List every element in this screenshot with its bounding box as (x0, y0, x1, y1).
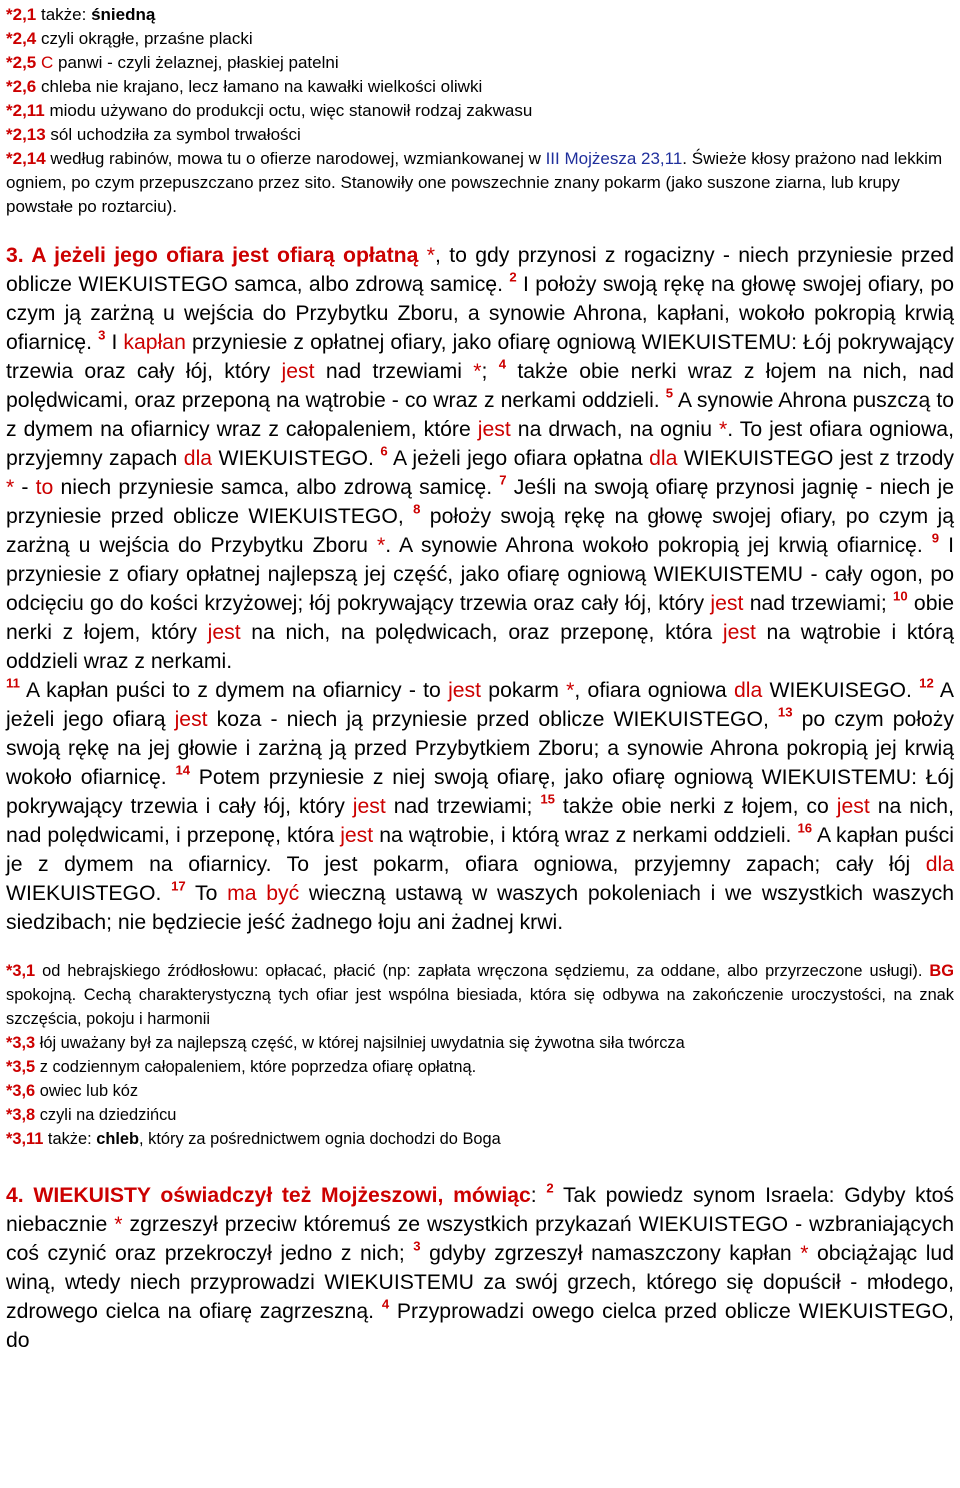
footnote-marker: * (719, 418, 728, 441)
text-run: to (35, 476, 54, 499)
footnote (6, 1127, 954, 1151)
text-run: A jeżeli jego ofiara opłatna (387, 447, 650, 470)
footnote (6, 1055, 954, 1079)
text-run: , to gdy przynosi z rogacizny - niech przyniesie przed oblicze WIEKUISTEGO samca, albo zdrową samicę. (6, 244, 954, 296)
footnote-marker: * (376, 534, 386, 557)
text-run: gdyby zgrzeszył namaszczony kapłan (420, 1242, 801, 1265)
text-run: jest (710, 592, 744, 615)
text-run: obciążając lud winą, wtedy niech przyprowadzi WIEKUISTEMU za swój grzech, którego się dopuścił - młodego, zdrowego cielca na ofiarę zagrzeszną. (6, 1242, 954, 1323)
footnote (6, 99, 954, 123)
text-run: ma być (227, 882, 300, 905)
footnote-marker: * (114, 1213, 123, 1236)
verse-number: 4 (498, 356, 507, 372)
text-run: jest (340, 824, 374, 847)
chapter-4-text (6, 1181, 954, 1355)
text-run: jest (352, 795, 386, 818)
footnote-key: *2,1 (6, 5, 37, 24)
verse-number: 9 (931, 530, 940, 546)
verse-number: 10 (893, 588, 908, 604)
footnote-text: z codziennym całopaleniem, które poprzedza ofiarę opłatną. (35, 1058, 477, 1076)
verse-number: 8 (413, 501, 421, 517)
footnote-text: . Świeże kłosy prażono nad lekkim ogniem, po czym przepuszczano przez sito. Stanowiły one powszechnie znany pokarm (jako suszone ziarna, lub krupy powstałe po roztarciu). (6, 149, 943, 216)
footnote-text: łój uważany był za najlepszą część, w której najsilniej uwydatnia się żywotna siła twórcza (35, 1034, 685, 1052)
footnote-text: III Mojżesza 23,11 (545, 149, 683, 168)
text-run: przyniesie z opłatnej ofiary, jako ofiarę ogniową WIEKUISTEMU: Łój pokrywający trzewia oraz cały łój, który (6, 331, 954, 383)
text-run: jest (207, 621, 241, 644)
text-run: Tak powiedz synom Israela: Gdyby ktoś niebacznie (6, 1184, 954, 1236)
text-run: ; (481, 360, 499, 383)
footnote-text: miodu używano do produkcji octu, więc stanowił rodzaj zakwasu (44, 101, 533, 120)
footnote-marker: * (426, 244, 435, 267)
footnote-marker: * (566, 679, 575, 702)
text-run: 4. WIEKUISTY oświadczył też Mojżeszowi, mówiąc (6, 1184, 531, 1207)
footnote-text: panwi - czyli żelaznej, płaskiej patelni (53, 53, 339, 72)
footnote-text: chleba nie krajano, lecz łamano na kawałki wielkości oliwki (36, 77, 483, 96)
text-run: : (530, 1184, 547, 1207)
footnote-text: owiec lub kóz (35, 1082, 139, 1100)
text-run: dla (649, 447, 678, 470)
verse-number: 16 (797, 820, 813, 836)
text-run: kapłan (123, 331, 186, 354)
text-run: . To jest ofiara ogniowa, przyjemny zapach (6, 418, 954, 470)
text-run: I położy swoją rękę na głowę swojej ofiary, po czym ją zarżną u wejścia do Przybytku Zboru, a synowie Ahrona, kapłani, wokoło pokropią krwią ofiarnicę. (6, 273, 954, 354)
text-run: To (185, 882, 228, 905)
verse-number: 4 (381, 1296, 390, 1312)
verse-number: 3 (413, 1238, 421, 1254)
text-run: I przyniesie z ofiary opłatnej najlepszą jej część, jako ofiarę ogniową WIEKUISTEMU - cały ogon, po odcięciu go do kości krzyżowej; łój pokrywający trzewia oraz cały łój, który (6, 534, 954, 615)
footnote-text: , który za pośrednictwem ognia dochodzi do Boga (139, 1130, 501, 1148)
footnote (6, 147, 954, 219)
footnote-key: *3,6 (6, 1082, 36, 1100)
footnote-text: także: (43, 1130, 97, 1148)
footnote-key: *2,5 (6, 53, 37, 72)
text-run: także obie nerki wraz z łojem na nich, nad polędwicami, oraz przeponą na wątrobie - co wraz z nerkami oddzieli. (6, 360, 955, 412)
text-run: A kapłan puści je z dymem na ofiarnicy. To jest pokarm, ofiara ogniowa, przyjemny zapach; cały łój (6, 824, 954, 876)
text-run: na nich, na polędwicach, oraz przeponę, która (240, 621, 723, 644)
text-run: niech przyniesie samca, albo zdrową samicę. (53, 476, 500, 499)
footnote-text: BG (929, 962, 954, 980)
footnote-text: sól uchodziła za symbol trwałości (45, 125, 301, 144)
footnote (6, 959, 954, 1031)
footnote-key: *2,6 (6, 77, 37, 96)
footnote (6, 75, 954, 99)
text-run: jest (448, 679, 482, 702)
footnote-text: śniedną (91, 5, 156, 24)
text-run: jest (836, 795, 870, 818)
text-run: położy swoją rękę na głowę swojej ofiary, po czym ją zarżną u wejścia do Przybytku Zboru (6, 505, 954, 557)
text-run: nad trzewiami (314, 360, 474, 383)
verse-number: 14 (175, 762, 191, 778)
text-run: dla (925, 853, 954, 876)
text-run: dla (733, 679, 763, 702)
text-run: A jeżeli jego ofiarą (6, 679, 954, 731)
footnotes-chapter-2 (6, 3, 954, 219)
footnote-text: spokojną. Cechą charakterystyczną tych ofiar jest wspólna biesiada, która się odbywa na zakończenie uroczystości, na znak szczęścia, pokoju i harmonii (6, 986, 954, 1028)
footnote-key: *3,3 (6, 1034, 36, 1052)
footnote-text: C (40, 53, 54, 72)
footnote-key: *2,11 (6, 101, 45, 120)
footnote (6, 51, 954, 75)
text-run: - (14, 476, 36, 499)
footnote-key: *3,1 (6, 962, 36, 980)
verse-number: 2 (546, 1180, 554, 1196)
text-run: I (105, 331, 124, 354)
footnote-marker: * (473, 360, 482, 383)
spacer (6, 1151, 954, 1181)
footnote-key: *3,5 (6, 1058, 36, 1076)
footnote-text: czyli na dziedzińcu (35, 1106, 177, 1124)
verse-number: 6 (380, 443, 388, 459)
text-run: jest (281, 360, 315, 383)
text-run: WIEKUISTEGO. (212, 447, 381, 470)
footnote (6, 3, 954, 27)
footnote (6, 123, 954, 147)
text-run: Przyprowadzi owego cielca przed oblicze WIEKUISTEGO, do (6, 1300, 954, 1352)
text-run: pokarm (481, 679, 567, 702)
verse-number: 2 (509, 269, 517, 285)
text-run: dla (183, 447, 213, 470)
footnote (6, 1103, 954, 1127)
footnote-text: chleb (96, 1130, 140, 1148)
text-run: na wątrobie, i którą wraz z nerkami oddzieli. (373, 824, 798, 847)
chapter-3-text (6, 241, 954, 937)
verse-number: 5 (665, 385, 674, 401)
text-run: po czym położy swoją rękę na jej głowie i zarżną ją przed Przybytkiem Zboru; a synowie Ahrona pokropią jej krwią wokoło ofiarnicę. (6, 708, 954, 789)
text-run: jest (722, 621, 756, 644)
footnote-key: *3,11 (6, 1130, 44, 1148)
text-run: , ofiara ogniowa (574, 679, 734, 702)
text-run: obie nerki z łojem, który (6, 592, 954, 644)
text-run: jest (477, 418, 511, 441)
footnote-text: czyli okrągłe, przaśne placki (36, 29, 253, 48)
footnote-key: *2,14 (6, 149, 46, 168)
text-run: Potem przyniesie z niej swoją ofiarę, jako ofiarę ogniową WIEKUISTEMU: Łój pokrywający trzewia i cały łój, który (6, 766, 955, 818)
text-run: na wątrobie i którą oddzieli wraz z nerkami. (6, 621, 955, 673)
text-run: na nich, nad polędwicami, i przeponę, która (6, 795, 954, 847)
text-run: jest (174, 708, 208, 731)
text-run: A kapłan puści to z dymem na ofiarnicy - to (19, 679, 449, 702)
footnote-key: *3,8 (6, 1106, 36, 1124)
footnote-marker: * (6, 476, 15, 499)
verse-number: 3 (98, 327, 106, 343)
footnote-key: *2,4 (6, 29, 37, 48)
spacer (6, 937, 954, 959)
verse-number: 11 (6, 675, 20, 691)
verse-number: 12 (919, 675, 934, 691)
footnote-key: *2,13 (6, 125, 46, 144)
text-run: nad trzewiami; (743, 592, 894, 615)
footnote (6, 1031, 954, 1055)
text-run: WIEKUISTEGO jest z trzody (677, 447, 954, 470)
text-run: koza - niech ją przyniesie przed oblicze WIEKUISTEGO, (207, 708, 778, 731)
text-run: Jeśli na swoją ofiarę przynosi jagnię - niech je przyniesie przed oblicze WIEKUISTEGO, (6, 476, 954, 528)
verse-number: 15 (540, 791, 555, 807)
footnote-text: według rabinów, mowa tu o ofierze narodowej, wzmiankowanej w (45, 149, 546, 168)
footnote (6, 27, 954, 51)
footnote-text: od hebrajskiego źródłosłowu: opłacać, płacić (np: zapłata wręczona sędziemu, za oddane, albo przyrzeczone usługi). (35, 962, 930, 980)
text-run: A synowie Ahrona puszczą to z dymem na ofiarnicy wraz z całopaleniem, które (6, 389, 954, 441)
footnote (6, 1079, 954, 1103)
verse-number: 7 (499, 472, 507, 488)
text-run: także obie nerki z łojem, co (554, 795, 837, 818)
footnote-marker: * (800, 1242, 809, 1265)
text-run: . A synowie Ahrona wokoło pokropią jej krwią ofiarnicę. (385, 534, 932, 557)
text-run: na drwach, na ogniu (510, 418, 720, 441)
footnote-text: także: (36, 5, 92, 24)
text-run: zgrzeszył przeciw któremuś ze wszystkich przykazań WIEKUISTEGO - wzbraniających coś czynić oraz przekroczył jedno z nich; (6, 1213, 954, 1265)
text-run: WIEKUISTEGO. (6, 882, 172, 905)
text-run: WIEKUISEGO. (762, 679, 920, 702)
text-run: 3. A jeżeli jego ofiara jest ofiarą opłatną (6, 244, 427, 267)
verse-number: 17 (171, 878, 186, 894)
footnotes-chapter-3 (6, 959, 954, 1151)
text-run: wieczną ustawą w waszych pokoleniach i we wszystkich waszych siedzibach; nie będziecie jeść żadnego łoju ani żadnej krwi. (6, 882, 955, 934)
verse-number: 13 (777, 704, 793, 720)
text-run: nad trzewiami; (385, 795, 541, 818)
